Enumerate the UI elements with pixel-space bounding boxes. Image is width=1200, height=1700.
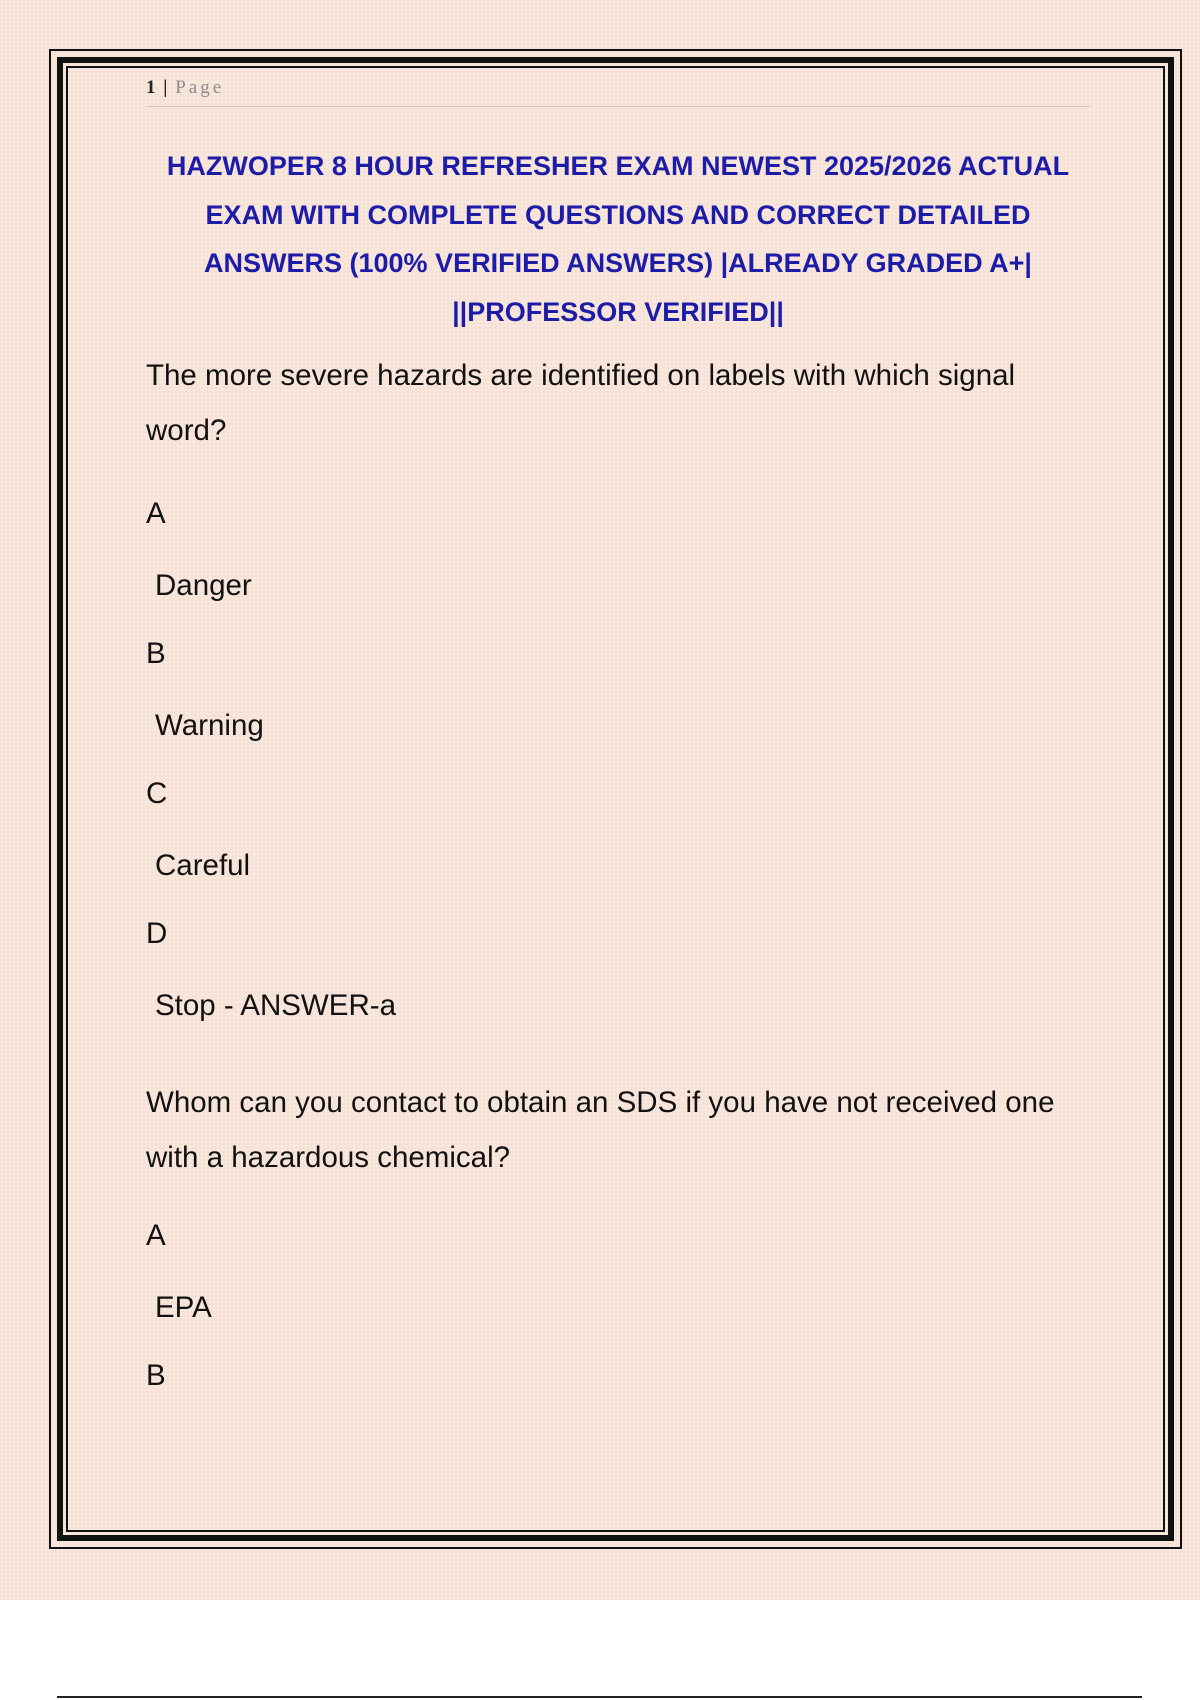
option-letter: D	[146, 917, 168, 950]
option-text: EPA	[155, 1291, 212, 1324]
option-text-answer: Stop - ANSWER-a	[155, 989, 396, 1022]
option-text: Danger	[155, 569, 252, 602]
page-header	[146, 74, 1090, 107]
question-text: Whom can you contact to obtain an SDS if you have not received one with a hazardous chemical?	[146, 1086, 1055, 1174]
bottom-divider	[57, 1696, 1142, 1698]
document-title: HAZWOPER 8 HOUR REFRESHER EXAM NEWEST 2025/2026 ACTUAL EXAM WITH COMPLETE QUESTIONS AND CORRECT DETAILED ANSWERS (100% VERIFIED ANSWERS) |ALREADY GRADED A+| ||PROFESSOR VERIFIED||	[166, 151, 1070, 327]
question-text: The more severe hazards are identified on labels with which signal word?	[146, 359, 1016, 447]
page-separator: |	[163, 77, 168, 98]
option-text: Careful	[155, 849, 251, 882]
option-letter: A	[146, 1219, 166, 1252]
page-label: Page	[175, 77, 225, 98]
option-text: Warning	[155, 709, 264, 742]
option-letter: B	[146, 1359, 166, 1392]
question-list	[146, 348, 1096, 1393]
option-letter: B	[146, 637, 166, 670]
option-letter: A	[146, 497, 166, 530]
option-letter: C	[146, 777, 168, 810]
page-number: 1	[146, 77, 156, 98]
